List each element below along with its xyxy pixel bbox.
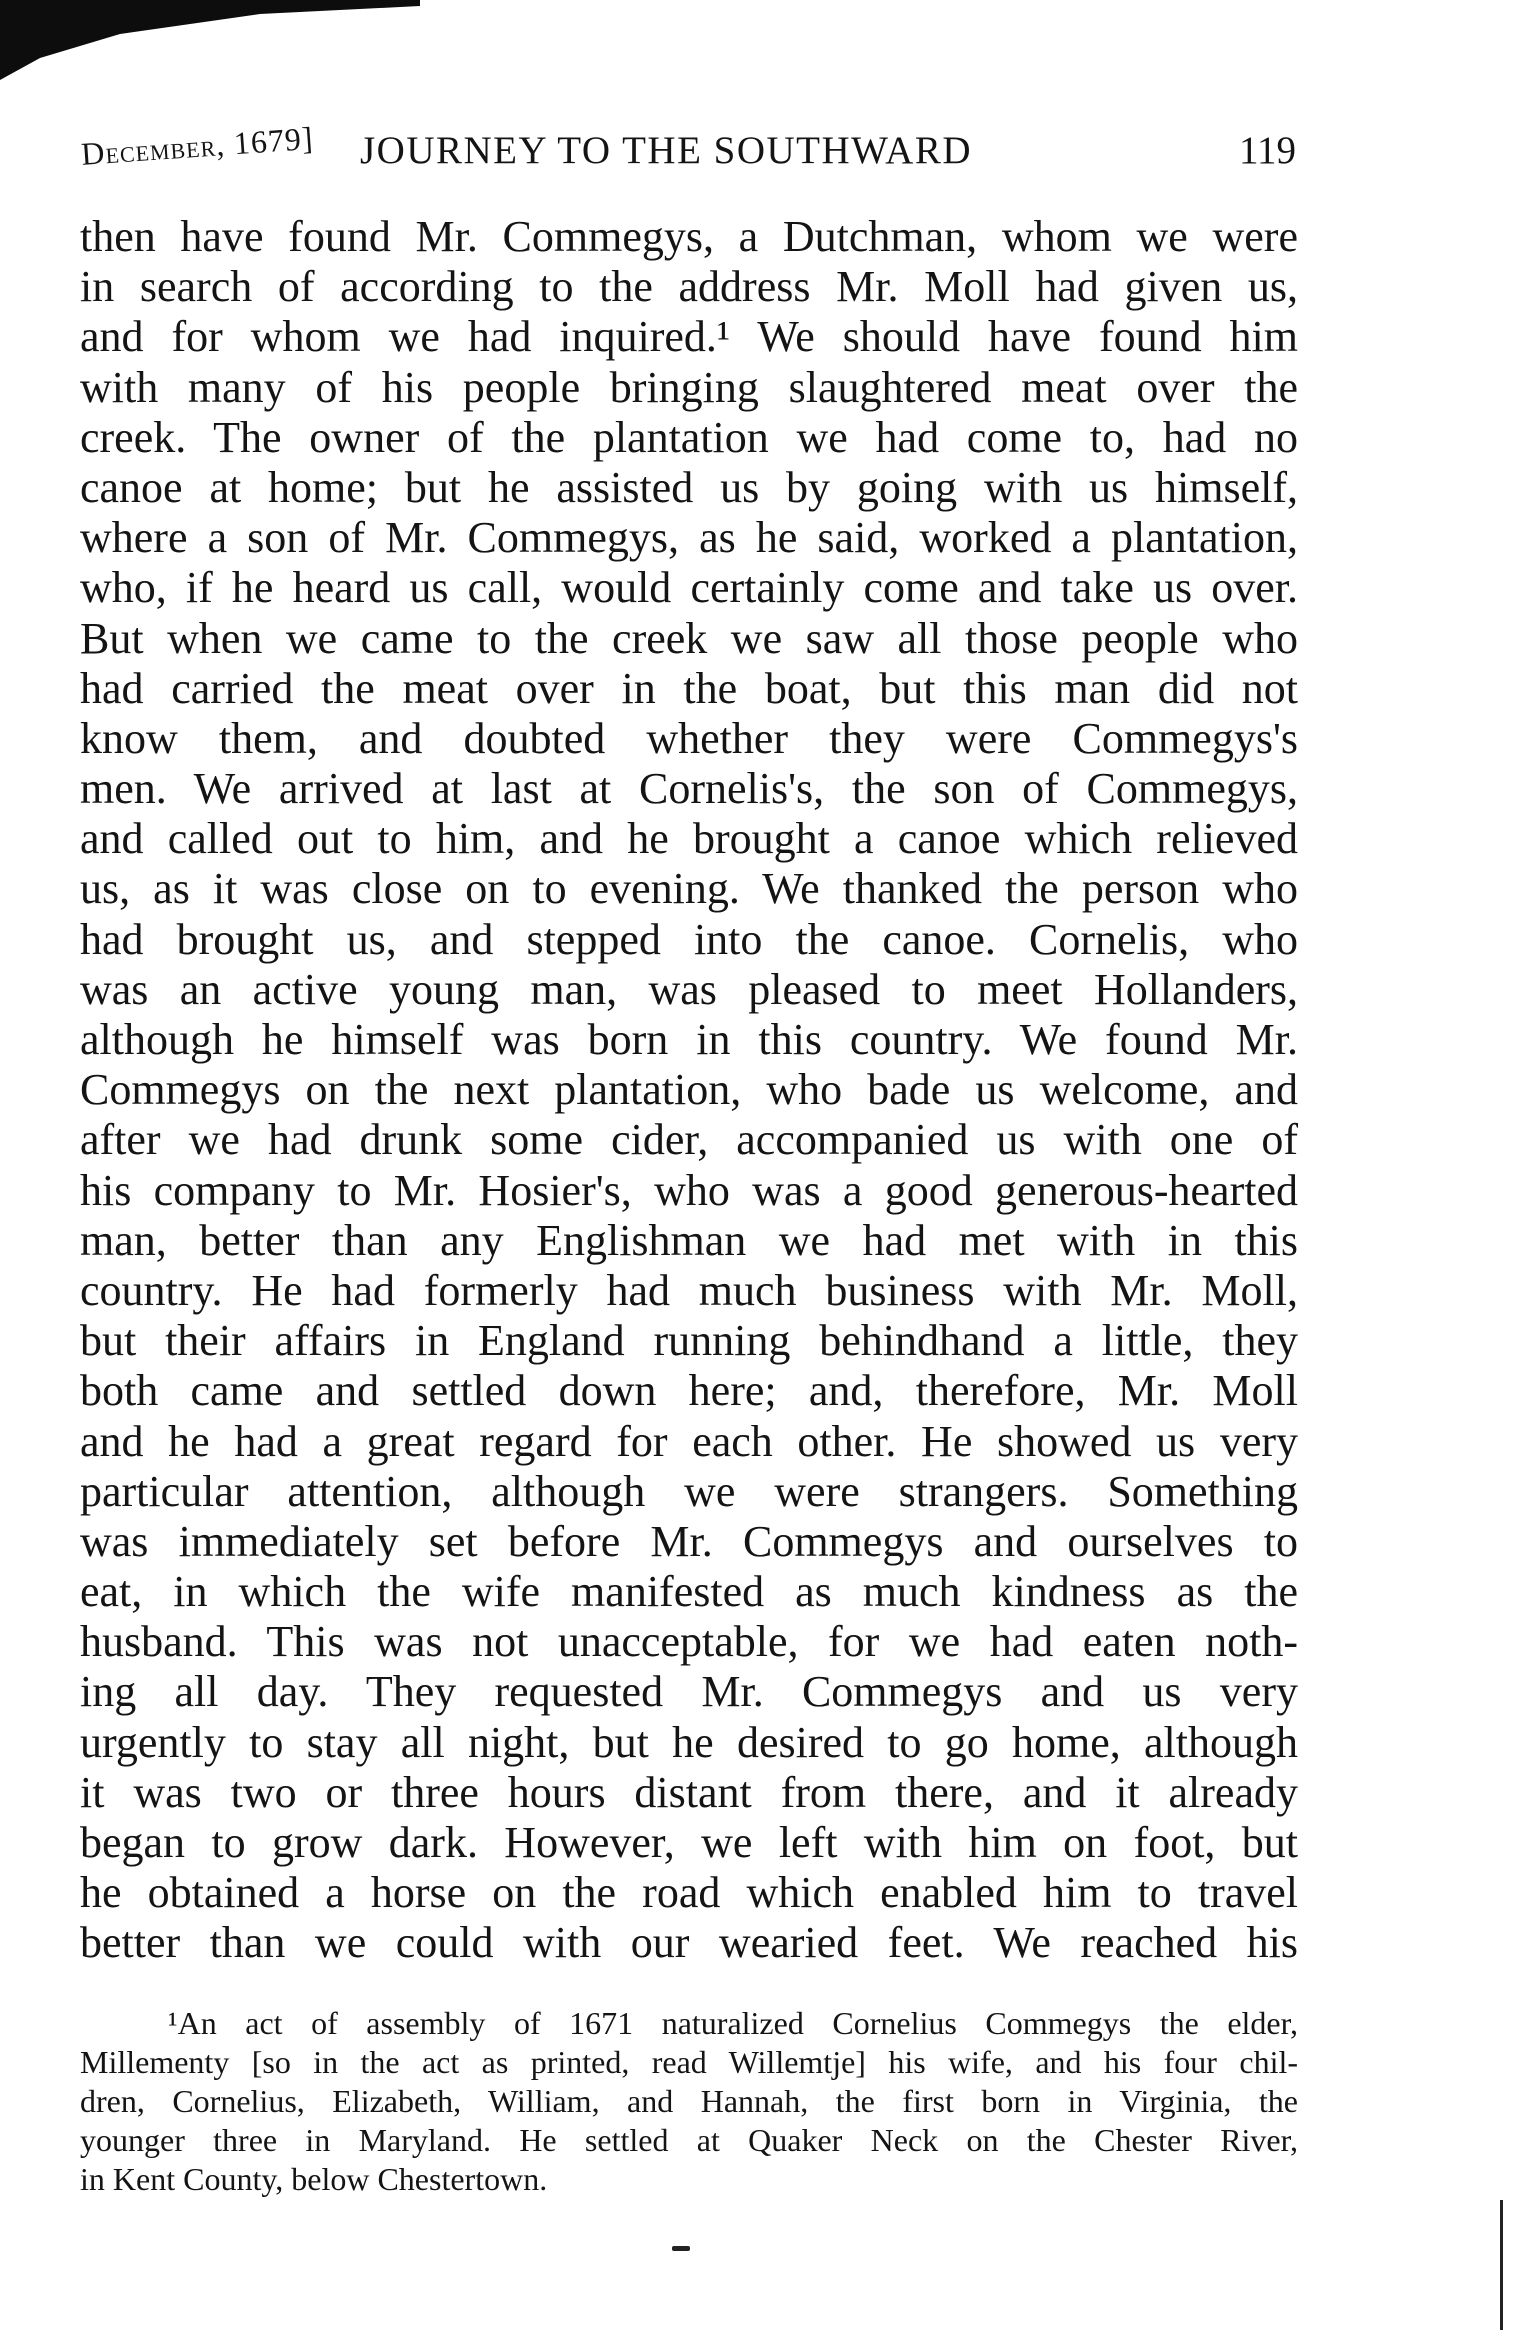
body-line: his company to Mr. Hosier's, who was a good generous-hearted (80, 1165, 1298, 1215)
body-line: eat, in which the wife manifested as much kindness as the (80, 1567, 1298, 1617)
running-header (80, 119, 1310, 188)
running-header-title: JOURNEY TO THE SOUTHWARD (360, 129, 972, 172)
body-line: then have found Mr. Commegys, a Dutchman, whom we were (80, 212, 1298, 261)
body-line: with many of his people bringing slaughtered meat over the (80, 362, 1298, 412)
running-header-date: December, 1679] (80, 119, 315, 172)
body-line: man, better than any Englishman we had met with in this (80, 1215, 1298, 1265)
body-line: had carried the meat over in the boat, but this man did not (80, 663, 1298, 713)
body-line: where a son of Mr. Commegys, as he said, worked a plantation, (80, 513, 1298, 563)
body-line: know them, and doubted whether they were Commegys's (80, 713, 1298, 763)
body-line: was immediately set before Mr. Commegys and ourselves to (80, 1516, 1298, 1566)
body-line: creek. The owner of the plantation we had come to, had no (80, 412, 1298, 462)
body-line: and he had a great regard for each other. He showed us very (80, 1416, 1298, 1466)
scan-edge-line (1500, 2200, 1503, 2330)
body-line: particular attention, although we were strangers. Something (80, 1466, 1298, 1516)
body-line: both came and settled down here; and, therefore, Mr. Moll (80, 1366, 1298, 1416)
body-line: after we had drunk some cider, accompanied us with one of (80, 1115, 1298, 1165)
body-line: began to grow dark. However, we left with him on foot, but (80, 1818, 1298, 1867)
footnote-line: dren, Cornelius, Elizabeth, William, and Hannah, the first born in Virginia, the (80, 2083, 1298, 2119)
footnote (80, 2004, 1298, 2199)
body-line: although he himself was born in this country. We found Mr. (80, 1015, 1298, 1064)
body-line: and for whom we had inquired.¹ We should have found him (80, 312, 1298, 362)
body-line: But when we came to the creek we saw all those people who (80, 613, 1298, 663)
body-line: urgently to stay all night, but he desired to go home, although (80, 1717, 1298, 1767)
footnote-line: Millementy [so in the act as printed, read Willemtje] his wife, and his four chil- (80, 2044, 1298, 2080)
body-line: he obtained a horse on the road which enabled him to travel (80, 1868, 1298, 1918)
body-line: us, as it was close on to evening. We thanked the person who (80, 864, 1298, 914)
body-line: canoe at home; but he assisted us by going with us himself, (80, 462, 1298, 512)
footnote-line: ¹An act of assembly of 1671 naturalized Cornelius Commegys the elder, (168, 2005, 1298, 2041)
body-text (80, 212, 1298, 1969)
body-line: better than we could with our wearied feet. We reached his (80, 1918, 1298, 1968)
body-line: had brought us, and stepped into the canoe. Cornelis, who (80, 914, 1298, 964)
body-line: men. We arrived at last at Cornelis's, the son of Commegys, (80, 764, 1298, 814)
body-line: country. He had formerly had much business with Mr. Moll, (80, 1265, 1298, 1315)
body-line: and called out to him, and he brought a canoe which relieved (80, 814, 1298, 864)
body-line: husband. This was not unacceptable, for we had eaten noth- (80, 1617, 1298, 1667)
page-number: 119 (1238, 129, 1296, 172)
printer-mark (672, 2246, 690, 2251)
footnote-line: younger three in Maryland. He settled at Quaker Neck on the Chester River, (80, 2122, 1298, 2158)
scan-shadow-corner (0, 0, 420, 80)
body-line: ing all day. They requested Mr. Commegys and us very (80, 1667, 1298, 1717)
body-line: but their affairs in England running behindhand a little, they (80, 1316, 1298, 1366)
body-line: who, if he heard us call, would certainly come and take us over. (80, 563, 1298, 613)
body-line: was an active young man, was pleased to meet Hollanders, (80, 964, 1298, 1014)
body-line: Commegys on the next plantation, who bade us welcome, and (80, 1065, 1298, 1115)
footnote-line: in Kent County, below Chestertown. (80, 2161, 548, 2197)
body-line: in search of according to the address Mr. Moll had given us, (80, 262, 1298, 312)
body-line: it was two or three hours distant from there, and it already (80, 1767, 1298, 1817)
